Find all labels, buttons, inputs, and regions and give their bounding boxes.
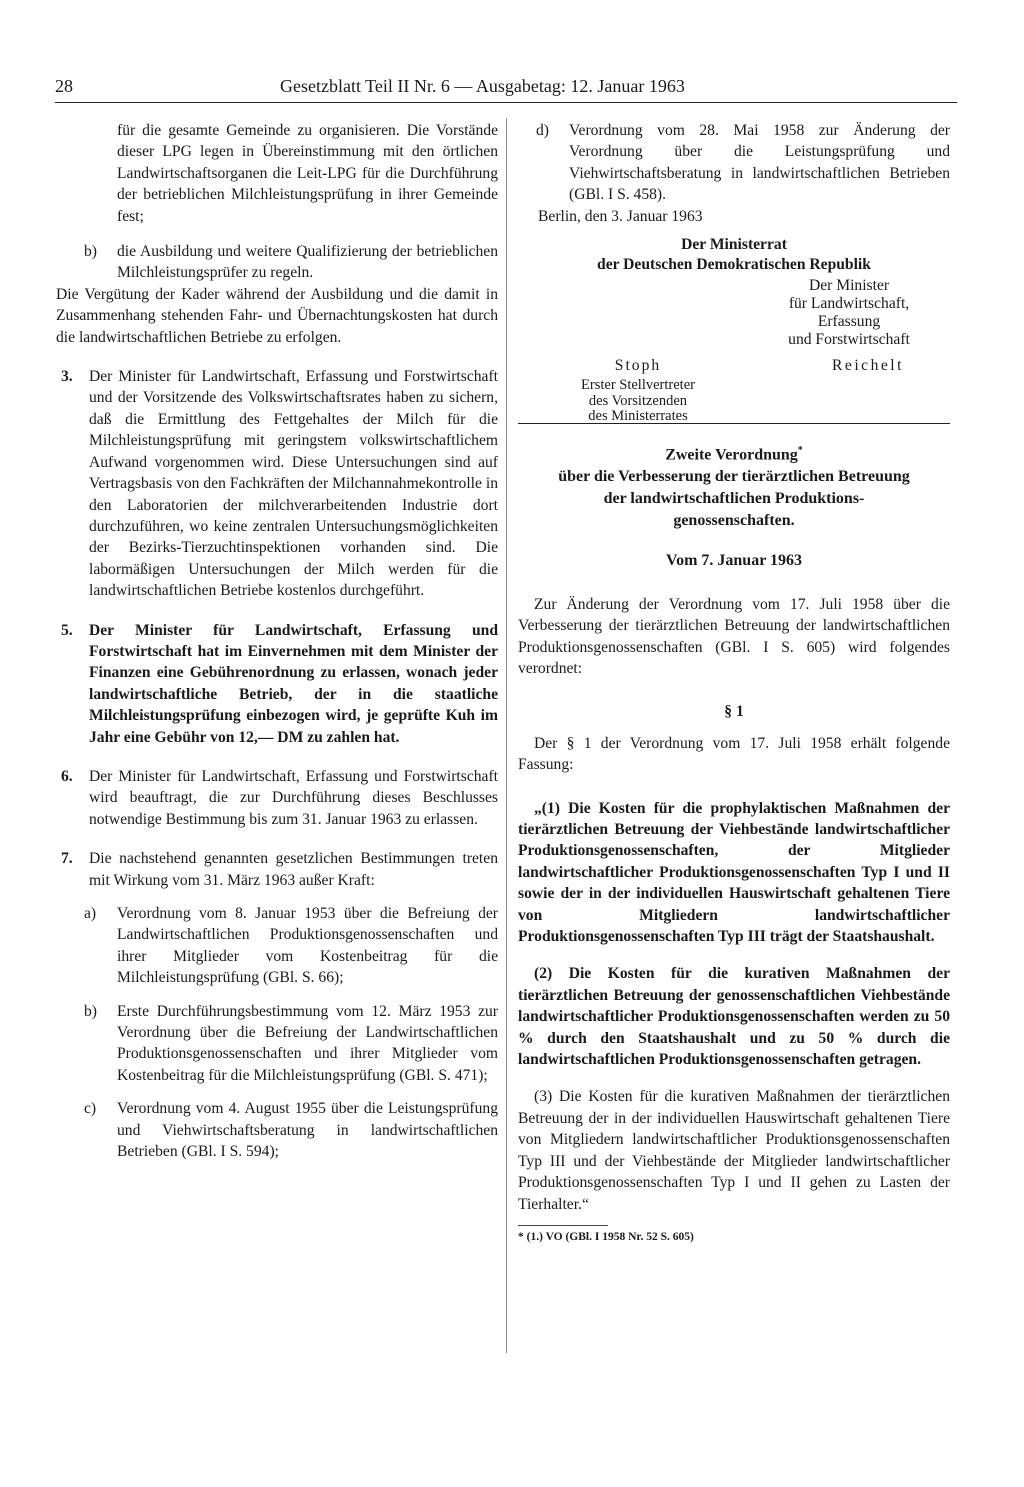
page-number: 28 [55, 76, 73, 96]
sub-item-a [84, 903, 498, 989]
title-line: des Ministerrates [588, 408, 688, 425]
footnote-marker: * [797, 445, 803, 457]
minister-line: für Landwirtschaft, [788, 295, 910, 313]
item-label: b) [84, 243, 97, 261]
item-label: d) [536, 122, 549, 139]
signer-stoph: Stoph [614, 357, 662, 375]
column-divider [506, 118, 507, 1353]
list-item-6 [61, 766, 498, 830]
sub-item-b [84, 1001, 498, 1087]
minister-line: Erfassung [817, 313, 881, 331]
item-text: Der Minister für Landwirtschaft, Erfassung und Forstwirtschaft hat im Einvernehmen mit dem Minister der Finanzen eine Gebührenordnung zu erlassen, wonach jeder landwirtschaftliche Betrieb, der in die staatliche Milchleistungsprüfung einbezogen wird, je geprüfte Kuh im Jahr eine Gebühr von 12,— DM zu zahlen hat. [89, 621, 498, 746]
title-line: Erster Stellvertreter [581, 377, 695, 394]
item-text: Verordnung vom 4. August 1955 über die Leistungsprüfung und Viehwirtschaftsberatung in landwirtschaftlichen Betrieben (GBl. I S. 594); [117, 1100, 498, 1161]
list-item-3 [61, 366, 498, 601]
list-item-7 [61, 848, 498, 891]
title-line: genossenschaften. [673, 512, 795, 530]
list-item-5 [61, 620, 498, 748]
title-line: über die Verbesserung der tierärztlichen Betreuung [558, 468, 910, 486]
item-number: 6. [61, 767, 73, 785]
council-line: Der Ministerrat [681, 236, 787, 254]
item-text: die Ausbildung und weitere Qualifizierung der betrieblichen Milchleistungsprüfer zu regeln. [117, 243, 498, 282]
item-text: Der Minister für Landwirtschaft, Erfassung und Forstwirtschaft wird beauftragt, die zur Durchführung dieses Beschlusses notwendige Bestimmung bis zum 31. Januar 1963 zu erlassen. [89, 767, 498, 828]
minister-line: Der Minister [808, 277, 890, 295]
item-label: b) [84, 1002, 97, 1020]
item-text: Verordnung vom 28. Mai 1958 zur Änderung der Verordnung über die Leistungsprüfung und Viehwirtschaftsberatung in landwirtschaftlichen Betrieben (GBl. I S. 458). [569, 122, 950, 204]
title-line: der landwirtschaftlichen Produktions- [603, 490, 865, 508]
signature-block [518, 231, 950, 425]
page-header [55, 76, 955, 102]
gazette-title: Gesetzblatt Teil II Nr. 6 — Ausgabetag: 12. Januar 1963 [280, 76, 685, 96]
continued-paragraph: für die gesamte Gemeinde zu organisieren. Die Vorstände dieser LPG legen in Übereinstimmung mit den örtlichen Landwirtschaftsorganen die Leit-LPG für die Durchführung der betrieblichen Milchleistungsprüfung in ihrer Gemeinde fest; [117, 122, 498, 225]
decree-intro: Zur Änderung der Verordnung vom 17. Juli 1958 über die Verbesserung der tierärztlichen Betreuung der landwirtschaftlichen Produktionsgenossenschaften (GBl. I S. 605) wird folgendes verordnet: [518, 595, 950, 677]
decree-date: Vom 7. Januar 1963 [665, 552, 803, 570]
header-rule [55, 102, 957, 103]
council-name [518, 235, 950, 275]
item-label: c) [84, 1100, 97, 1118]
item-text: Die nachstehend genannten gesetzlichen Bestimmungen treten mit Wirkung vom 31. März 1963 außer Kraft: [89, 850, 498, 889]
item-text: Verordnung vom 8. Januar 1953 über die Befreiung der Landwirtschaftlichen Produktionsgenossenschaften und ihrer Mitglieder vom Kostenbeitrag für die Milchleistungsprüfung (GBl. S. 66); [117, 905, 498, 987]
sub-item-d [536, 120, 950, 206]
title-line: Zweite Verordnung [665, 446, 798, 464]
minister-line: und Forstwirtschaft [788, 331, 910, 349]
minister-title [734, 277, 964, 349]
footnote: * (1.) VO (GBl. I 1958 Nr. 52 S. 605) [518, 1230, 694, 1243]
section-text: Der § 1 der Verordnung vom 17. Juli 1958 erhält folgende Fassung: [518, 734, 950, 774]
section-heading: § 1 [724, 703, 744, 721]
item-b-paragraph: Die Vergütung der Kader während der Ausbildung und die damit in Zusammenhang stehenden Fahr- und Übernachtungskosten hat durch die landwirtschaftlichen Betriebe zu erfolgen. [56, 285, 498, 346]
decree-title [518, 440, 950, 532]
left-column [56, 120, 498, 1162]
item-label: a) [84, 905, 97, 922]
signing-date: Berlin, den 3. Januar 1963 [538, 207, 703, 225]
paragraph-3: (3) Die Kosten für die kurativen Maßnahmen der tierärztlichen Betreuung der in der individuellen Hauswirtschaft gehaltenen Tiere von Mitgliedern landwirtschaftlicher Produktionsgenossenschaften Typ III und der Viehbestände der Mitglieder landwirtschaftlicher Produktionsgenossenschaften Typ I und II gehen zu Lasten der Tierhalter.“ [518, 1088, 950, 1213]
item-number: 3. [61, 368, 73, 386]
council-line: der Deutschen Demokratischen Republik [597, 256, 871, 274]
sub-item-c [84, 1098, 498, 1162]
right-column [518, 120, 950, 1244]
title-line: des Vorsitzenden [588, 392, 688, 409]
paragraph-2: (2) Die Kosten für die kurativen Maßnahmen der tierärztlichen Betreuung der genossenschaftlichen Viehbestände landwirtschaftlicher Produktionsgenossenschaften werden zu 50 % durch den Staatshaushalt und zu 50 % durch die landwirtschaftlichen Produktionsgenossenschaften getragen. [518, 965, 950, 1069]
item-number: 7. [61, 850, 73, 868]
footnote-rule [518, 1225, 608, 1226]
signer-reichelt: Reichelt [832, 357, 904, 375]
item-number: 5. [61, 621, 73, 639]
item-text: Der Minister für Landwirtschaft, Erfassung und Forstwirtschaft und der Vorsitzende des Volkswirtschaftsrates haben zu sichern, daß die Ermittlung des Fettgehaltes der Milch für die Milchleistungsprüfung mit geringstem volkswirtschaftlichem Aufwand vorgenommen wird. Diese Untersuchungen sind auf Vertragsbasis von den Fachkräften der Milchannahmekontrolle in den Laboratorien der milchverarbeitenden Industrie dort durchzuführen, wo keine zentralen Untersuchungsmöglichkeiten der Bezirks-Tierzuchtinspektionen vorhanden sind. Die labormäßigen Untersuchungen der Milch werden für die landwirtschaftlichen Betriebe kostenlos durchgeführt. [89, 368, 498, 600]
signer-stoph-title [538, 378, 738, 425]
item-text: Erste Durchführungsbestimmung vom 12. März 1953 zur Verordnung über die Befreiung der Landwirtschaftlichen Produktionsgenossenschaften und ihrer Mitglieder vom Kostenbeitrag für die Milchleistungsprüfung (GBl. S. 471); [117, 1002, 498, 1084]
list-item-b [84, 241, 498, 284]
paragraph-1: „(1) Die Kosten für die prophylaktischen Maßnahmen der tierärztlichen Betreuung der Viehbestände landwirtschaftlicher Produktionsgenossenschaften, der Mitglieder landwirtschaftlicher Produktionsgenossenschaften Typ I und II sowie der in der individuellen Hauswirtschaft gehaltenen Tiere von Mitgliedern landwirtschaftlicher Produktionsgenossenschaften Typ III trägt der Staatshaushalt. [518, 799, 950, 946]
